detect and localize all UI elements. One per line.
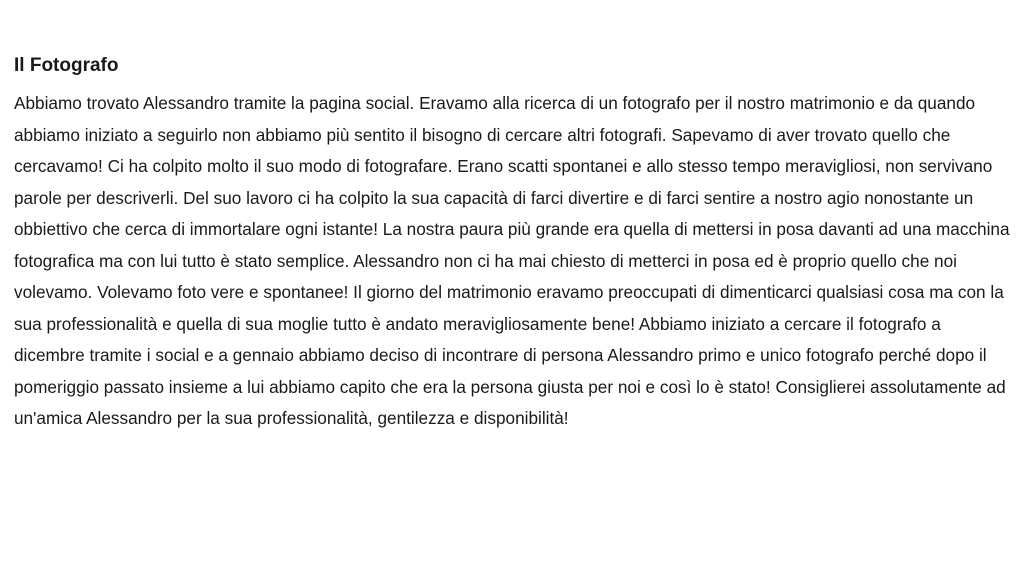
review-body-text: Abbiamo trovato Alessandro tramite la pagina social. Eravamo alla ricerca di un fotografo per il nostro matrimonio e da quando abbiamo iniziato a seguirlo non abbiamo più sentito il bisogno di cercare altri fotografi. Sapevamo di aver trovato quello che cercavamo! Ci ha colpito molto il suo modo di fotografare. Erano scatti spontanei e allo stesso tempo meravigliosi, non servivano parole per descriverli. Del suo lavoro ci ha colpito la sua capacità di farci divertire e di farci sentire a nostro agio nonostante un obbiettivo che cerca di immortalare ogni istante! La nostra paura più grande era quella di mettersi in posa davanti ad una macchina fotografica ma con lui tutto è stato semplice. Alessandro non ci ha mai chiesto di metterci in posa ed è proprio quello che noi volevamo. Volevamo foto vere e spontanee! Il giorno del matrimonio eravamo preoccupati di dimenticarci qualsiasi cosa ma con la sua professionalità e quella di sua moglie tutto è andato meravigliosamente bene! Abbiamo iniziato a cercare il fotografo a dicembre tramite i social e a gennaio abbiamo deciso di incontrare di persona Alessandro primo e unico fotografo perché dopo il pomeriggio passato insieme a lui abbiamo capito che era la persona giusta per noi e così lo è stato! Consiglierei assolutamente ad un'amica Alessandro per la sua professionalità, gentilezza e disponibilità! bbox=[14, 93, 1010, 428]
review-title: Il Fotografo bbox=[14, 55, 119, 76]
review-section bbox=[14, 50, 1010, 435]
